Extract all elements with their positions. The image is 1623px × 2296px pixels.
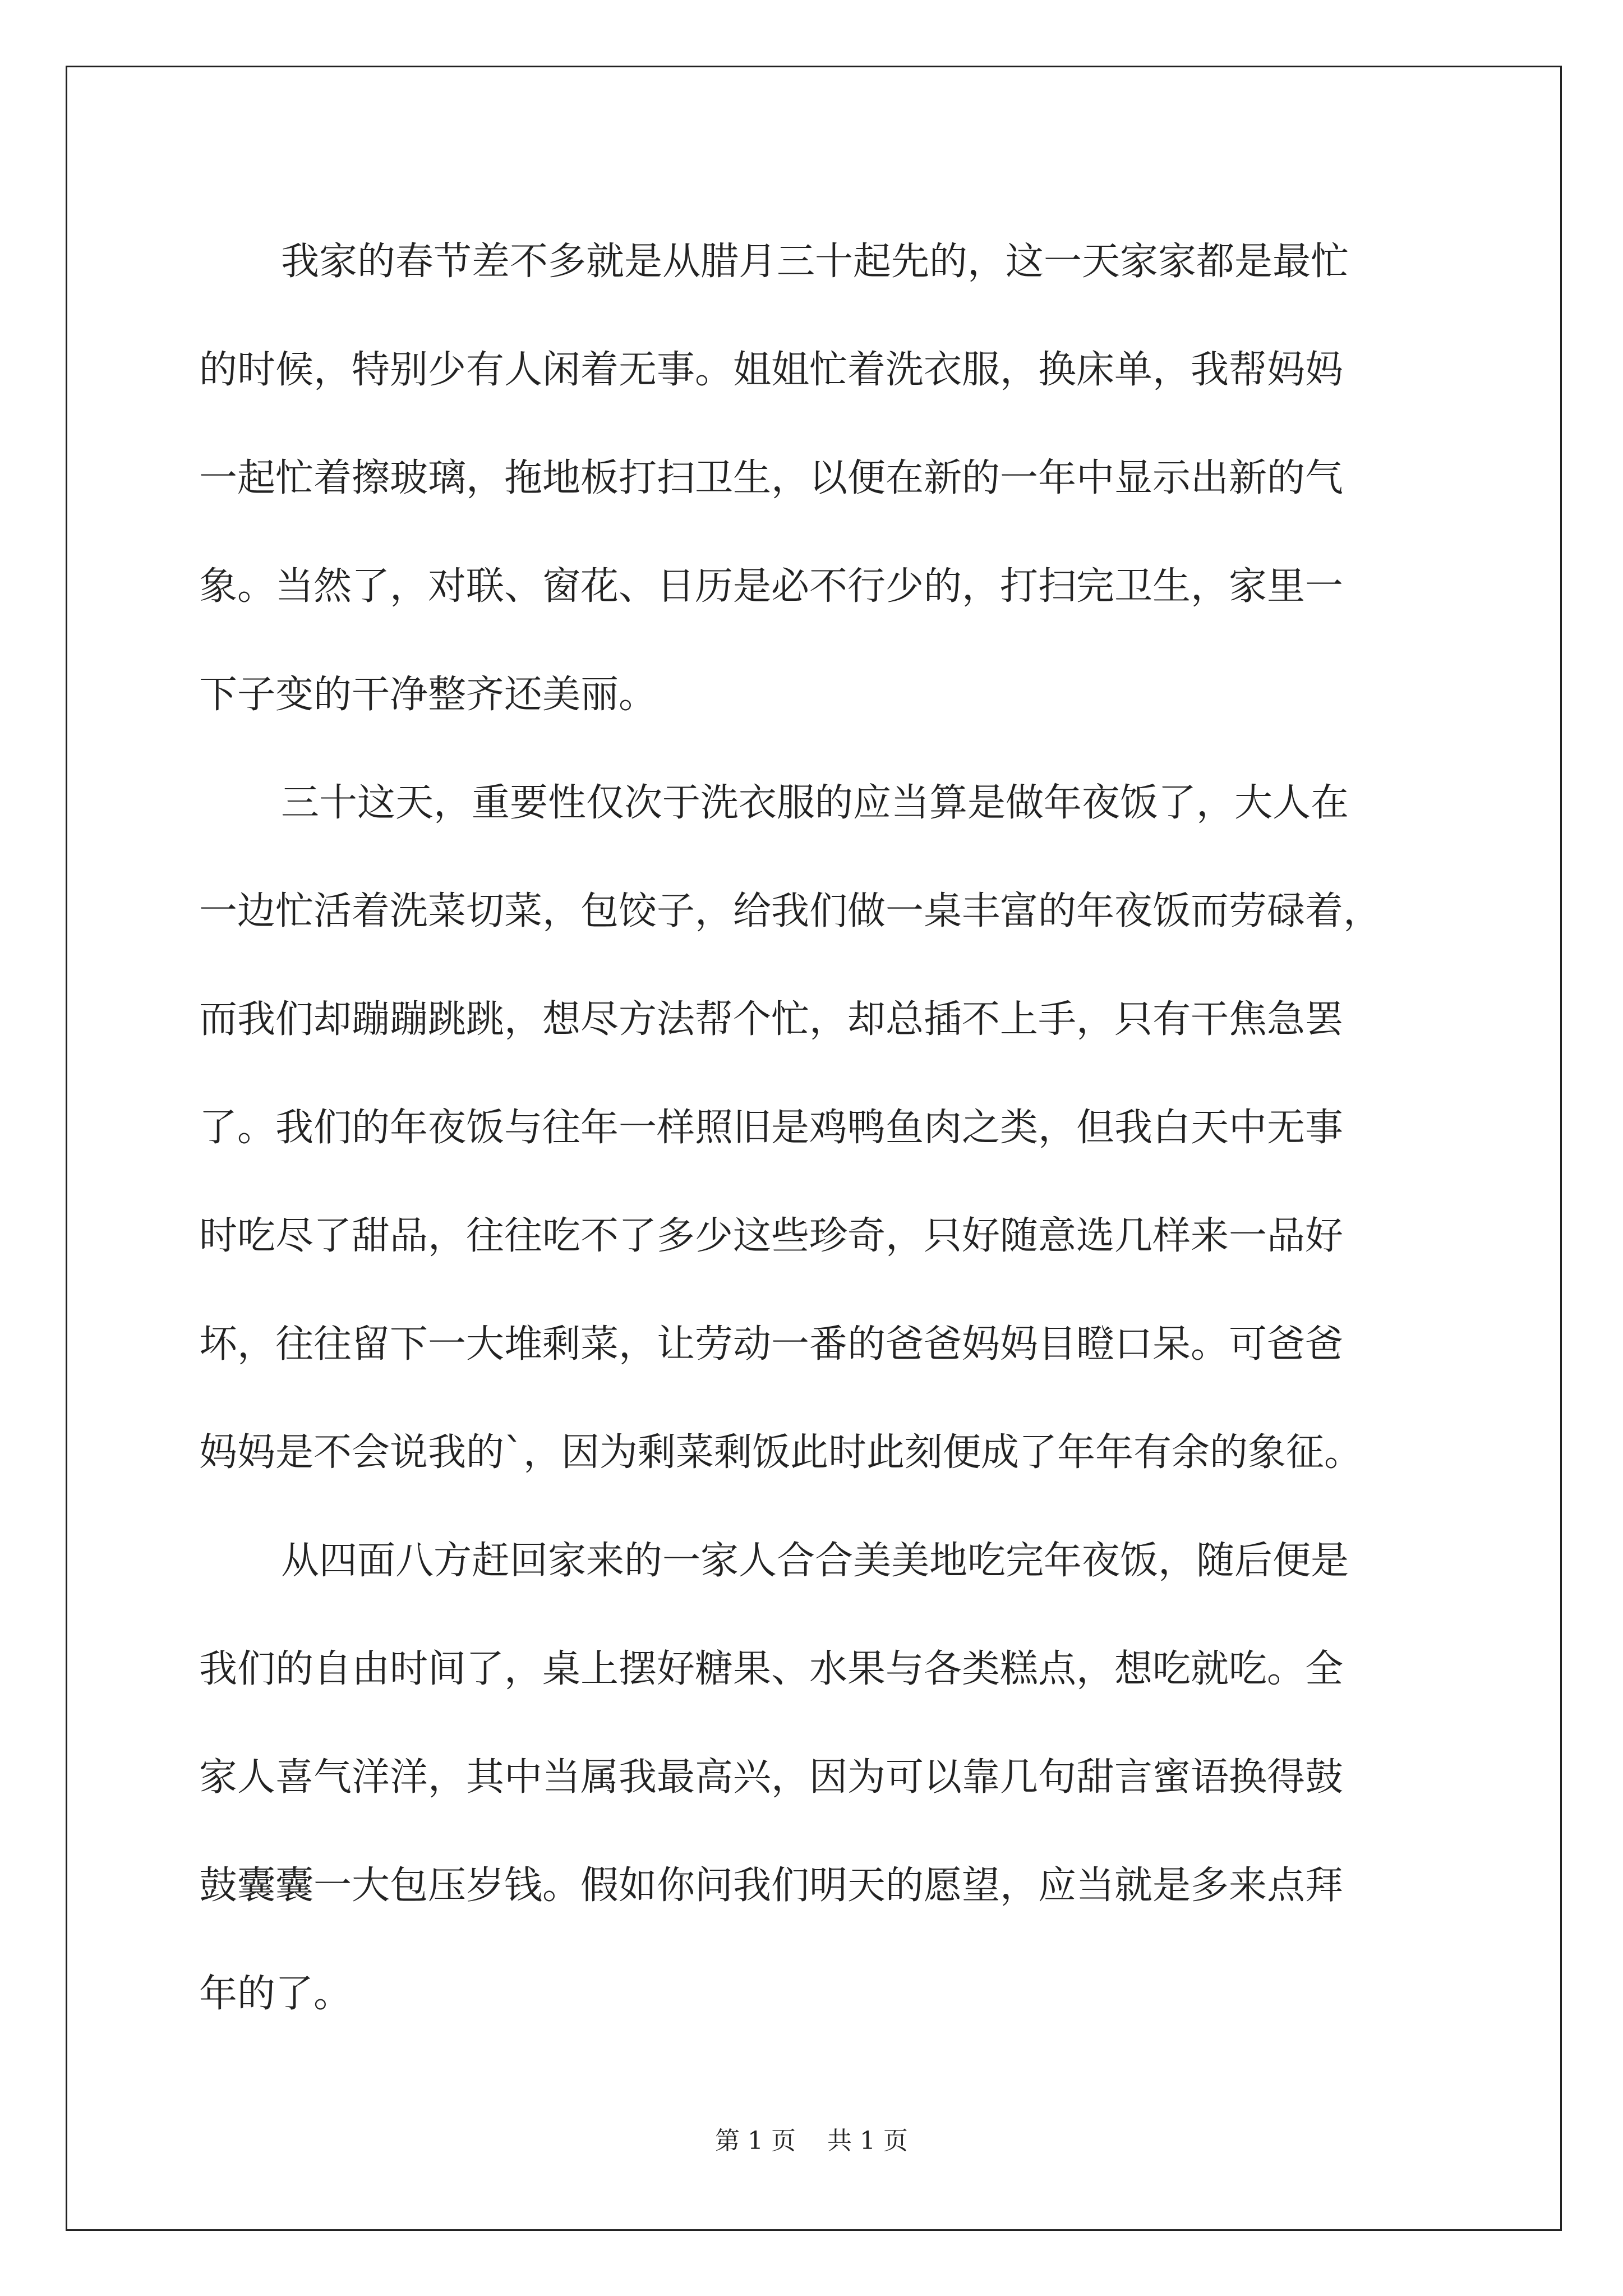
paragraph-3 (199, 1507, 1433, 2048)
text-line: 三十这天，重要性仅次于洗衣服的应当算是做年夜饭了，大人在 (281, 781, 1349, 825)
text-line: 家人喜气洋洋，其中当属我最高兴，因为可以靠几句甜言蜜语换得鼓 (199, 1755, 1344, 1800)
paragraph-1 (199, 208, 1433, 749)
text-line: 的时候，特别少有人闲着无事。姐姐忙着洗衣服，换床单，我帮妈妈 (199, 348, 1344, 392)
text-line: 从四面八方赶回家来的一家人合合美美地吃完年夜饭，随后便是 (281, 1539, 1349, 1583)
page-footer: 第 1 页 共 1 页 (715, 2127, 908, 2155)
paragraph-2 (199, 749, 1433, 1507)
text-line: 一起忙着擦玻璃，拖地板打扫卫生，以便在新的一年中显示出新的气 (199, 456, 1344, 500)
text-line: 坏，往往留下一大堆剩菜，让劳动一番的爸爸妈妈目瞪口呆。可爸爸 (199, 1322, 1344, 1366)
text-line: 一边忙活着洗菜切菜，包饺子，给我们做一桌丰富的年夜饭而劳碌着， (199, 889, 1382, 933)
text-line: 了。我们的年夜饭与往年一样照旧是鸡鸭鱼肉之类，但我白天中无事 (199, 1106, 1344, 1150)
text-line: 我家的春节差不多就是从腊月三十起先的，这一天家家都是最忙 (281, 240, 1349, 284)
text-line: 象。当然了，对联、窗花、日历是必不行少的，打扫完卫生，家里一 (199, 564, 1344, 609)
text-line: 我们的自由时间了，桌上摆好糖果、水果与各类糕点，想吃就吃。全 (199, 1647, 1344, 1691)
text-line: 年的了。 (199, 1972, 352, 2016)
text-line: 鼓囊囊一大包压岁钱。假如你问我们明天的愿望，应当就是多来点拜 (199, 1864, 1344, 1908)
text-line: 下子变的干净整齐还美丽。 (199, 673, 657, 717)
text-line: 时吃尽了甜品，往往吃不了多少这些珍奇，只好随意选几样来一品好 (199, 1214, 1344, 1258)
text-line: 而我们却蹦蹦跳跳，想尽方法帮个忙，却总插不上手，只有干焦急罢 (199, 997, 1344, 1042)
document-body (199, 208, 1433, 2048)
text-line: 妈妈是不会说我的`，因为剩菜剩饭此时此刻便成了年年有余的象征。 (199, 1430, 1363, 1475)
